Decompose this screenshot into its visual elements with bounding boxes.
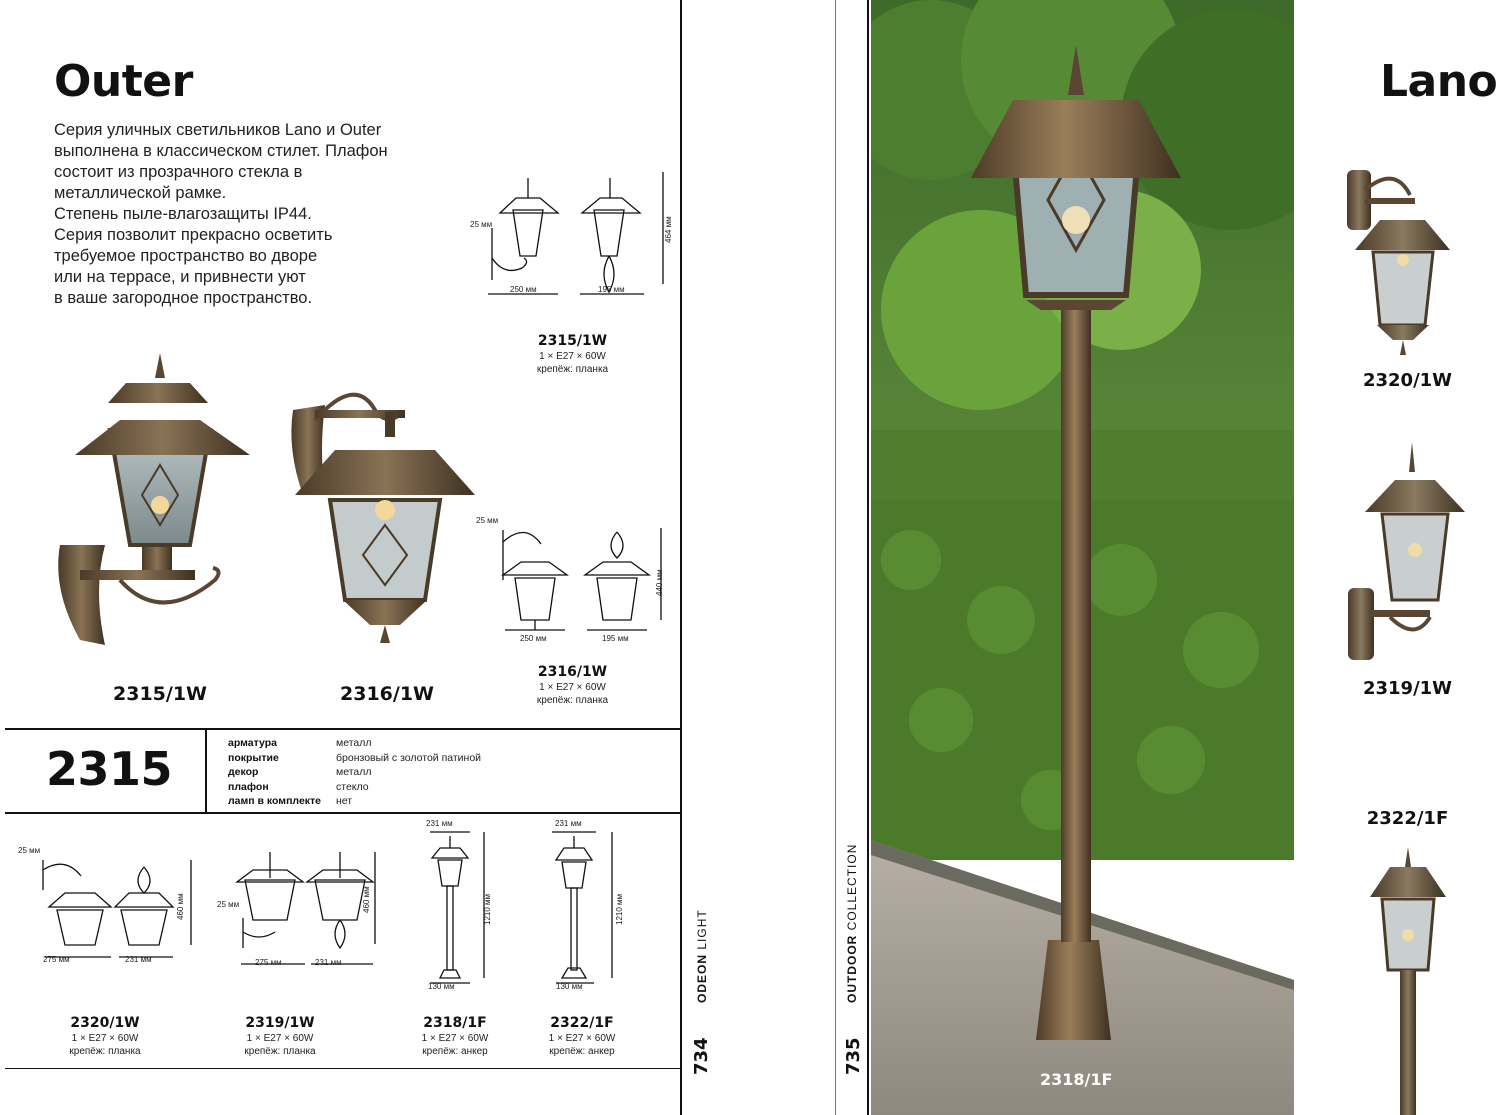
photo-caption-2318-1f: 2318/1F — [1040, 1070, 1113, 1089]
brand-bold: ODEON — [695, 953, 709, 1003]
divider — [5, 1068, 680, 1069]
product-photo-2316-1w — [285, 350, 480, 650]
product-photo-2320-1w — [1335, 160, 1460, 360]
garden-scene — [871, 0, 1294, 1115]
collection-label — [845, 844, 859, 1003]
dim-width: 275 мм — [43, 955, 70, 964]
garden-photo — [871, 0, 1294, 1115]
spec-row — [228, 751, 481, 766]
product-photo-2319-1w — [1340, 440, 1470, 665]
drawing-label-2322-1f: 2322/1F — [550, 1015, 614, 1031]
lamp-spec: 1 × E27 × 60W — [421, 1033, 489, 1044]
drawing-label-2316-1w: 2316/1W — [537, 664, 608, 680]
dim-height: 1210 мм — [483, 893, 492, 925]
dim-width: 250 мм — [510, 285, 537, 294]
dim-offset: 25 мм — [476, 516, 499, 525]
description-line: Серия уличных светильников Lano и Outer — [54, 121, 382, 139]
spec-value: металл — [336, 737, 372, 749]
dim-depth: 195 мм — [602, 634, 629, 643]
drawing-label-2318-1f: 2318/1F — [423, 1015, 487, 1031]
divider — [205, 728, 207, 813]
description-line: металлической рамке. — [54, 184, 227, 202]
spec-value: металл — [336, 766, 372, 778]
series-description — [54, 120, 434, 309]
brand-light: LIGHT — [695, 909, 709, 950]
spec-row — [228, 794, 481, 809]
mount-spec: крепёж: планка — [536, 695, 609, 706]
dim-base: 130 мм — [428, 982, 455, 991]
divider — [5, 812, 680, 814]
spec-table — [228, 736, 481, 809]
spine-line — [835, 0, 836, 1115]
lamp-spec: 1 × E27 × 60W — [539, 351, 606, 362]
lamp-spec: 1 × E27 × 60W — [246, 1033, 314, 1044]
spec-value: бронзовый с золотой патиной — [336, 751, 482, 764]
dim-height: 464 мм — [664, 216, 673, 243]
lamp-spec: 1 × E27 × 60W — [548, 1033, 616, 1044]
spec-key: плафон — [228, 780, 269, 793]
spec-key: декор — [228, 766, 259, 778]
product-photo-2322-1f — [1368, 845, 1448, 1115]
dim-offset: 25 мм — [18, 846, 41, 855]
dim-offset: 25 мм — [470, 220, 493, 229]
dim-width: 275 мм — [255, 958, 282, 967]
spec-row — [228, 736, 481, 751]
photo-label-2316-1w: 2316/1W — [340, 683, 434, 705]
description-line: или на террасе, и привнести уют — [54, 268, 306, 286]
dim-height: 1210 мм — [615, 893, 624, 925]
dim-height: 440 мм — [655, 569, 664, 596]
dim-base: 130 мм — [556, 982, 583, 991]
spec-key: покрытие — [228, 751, 279, 764]
page-edge-right — [867, 0, 869, 1115]
dim-height: 460 мм — [176, 893, 185, 920]
dim-offset: 25 мм — [217, 900, 240, 909]
page-number-735: 735 — [843, 1037, 864, 1075]
mount-spec: крепёж: анкер — [422, 1046, 488, 1057]
mount-spec: крепёж: планка — [69, 1046, 141, 1057]
description-line: выполнена в классическом стилет. Плафон — [54, 142, 388, 160]
description-line: требуемое пространство во дворе — [54, 247, 318, 265]
technical-drawing-2315-1w — [468, 168, 683, 300]
dim-depth: 195 мм — [598, 285, 625, 294]
collection-light: COLLECTION — [845, 843, 859, 931]
mount-spec: крепёж: планка — [244, 1046, 316, 1057]
description-line: Степень пыле-влагозащиты IP44. — [54, 205, 312, 223]
series-title-lano: Lano — [1380, 56, 1498, 107]
mount-spec: крепёж: планка — [536, 364, 609, 375]
lamp-spec: 1 × E27 × 60W — [71, 1033, 139, 1044]
spec-row — [228, 765, 481, 780]
drawing-label-2320-1w: 2320/1W — [70, 1015, 140, 1031]
divider — [5, 728, 680, 730]
description-line: состоит из прозрачного стекла в — [54, 163, 303, 181]
page-edge-left — [680, 0, 682, 1115]
product-label-2319-1w: 2319/1W — [1362, 678, 1453, 699]
dim-top: 231 мм — [426, 819, 453, 828]
dim-height: 460 мм — [362, 886, 371, 913]
spec-key: ламп в комплекте — [228, 795, 322, 807]
photo-label-2315-1w: 2315/1W — [113, 683, 207, 705]
page-number-734: 734 — [691, 1037, 712, 1075]
product-photo-2315-1w — [50, 345, 265, 655]
dim-depth: 231 мм — [315, 958, 342, 967]
spec-value: стекло — [336, 780, 369, 793]
drawing-label-2319-1w: 2319/1W — [245, 1015, 315, 1031]
dim-depth: 231 мм — [125, 955, 152, 964]
technical-drawing-2316-1w — [475, 520, 685, 642]
technical-drawing-2320-1w — [15, 845, 195, 965]
lamp-spec: 1 × E27 × 60W — [539, 682, 606, 693]
brand-odeon-light — [695, 909, 709, 1003]
spec-row — [228, 780, 481, 795]
series-title-outer: Outer — [54, 56, 193, 107]
dim-top: 231 мм — [555, 819, 582, 828]
drawing-label-2315-1w: 2315/1W — [537, 333, 608, 349]
product-label-2320-1w: 2320/1W — [1362, 370, 1453, 391]
product-label-2322-1f: 2322/1F — [1366, 808, 1449, 829]
dim-width: 250 мм — [520, 634, 547, 643]
description-line: Серия позволит прекрасно осветить — [54, 226, 333, 244]
spec-value: нет — [336, 795, 353, 807]
spec-key: арматура — [228, 737, 277, 749]
series-number: 2315 — [46, 742, 173, 796]
mount-spec: крепёж: анкер — [549, 1046, 615, 1057]
description-line: в ваше загородное пространство. — [54, 289, 313, 307]
collection-bold: OUTDOOR — [845, 934, 859, 1003]
